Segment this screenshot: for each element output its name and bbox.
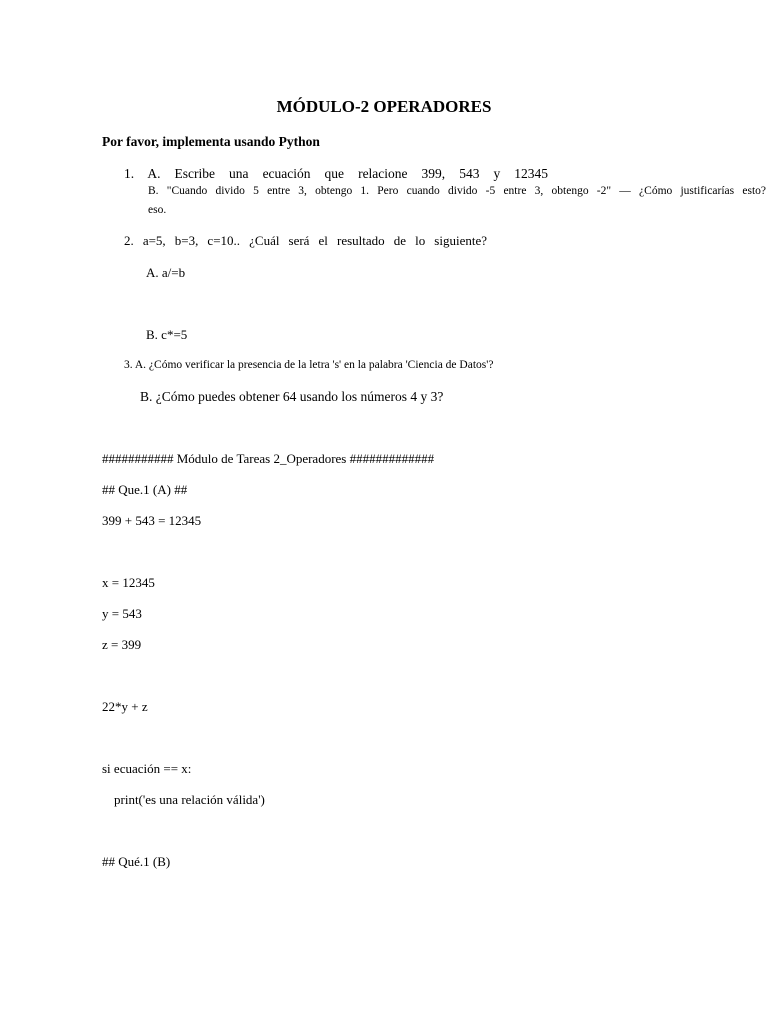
document-subtitle: Por favor, implementa usando Python <box>102 134 320 149</box>
question-3b: B. ¿Cómo puedes obtener 64 usando los números 4 y 3? <box>140 389 444 404</box>
question-3a: 3. A. ¿Cómo verificar la presencia de la letra 's' en la palabra 'Ciencia de Datos'? <box>124 359 494 371</box>
code-line-que1a: ## Que.1 (A) ## <box>102 482 188 497</box>
code-line-if: si ecuación == x: <box>102 761 192 776</box>
code-line-header: ########### Módulo de Tareas 2_Operadores ############# <box>102 451 435 466</box>
question-2a: A. a/=b <box>146 265 186 280</box>
code-line-equation: 399 + 543 = 12345 <box>102 513 202 528</box>
code-line-que1b: ## Qué.1 (B) <box>102 854 171 869</box>
code-line-y: y = 543 <box>102 606 142 621</box>
document-title: MÓDULO-2 OPERADORES <box>276 97 492 116</box>
code-line-expression: 22*y + z <box>102 699 148 714</box>
question-1a: 1. A. Escribe una ecuación que relacione 399, 543 y 12345 <box>124 166 548 181</box>
code-line-print: print('es una relación válida') <box>114 792 265 807</box>
code-line-z: z = 399 <box>102 637 142 652</box>
code-line-x: x = 12345 <box>102 575 155 590</box>
question-2b: B. c*=5 <box>146 327 188 342</box>
question-2: 2. a=5, b=3, c=10.. ¿Cuál será el resultado de lo siguiente? <box>124 233 487 248</box>
question-1b-line1: B. "Cuando divido 5 entre 3, obtengo 1. Pero cuando divido -5 entre 3, obtengo -2" — ¿Cómo justificarías esto? <box>148 185 766 197</box>
question-1b-line2: eso. <box>148 204 167 216</box>
